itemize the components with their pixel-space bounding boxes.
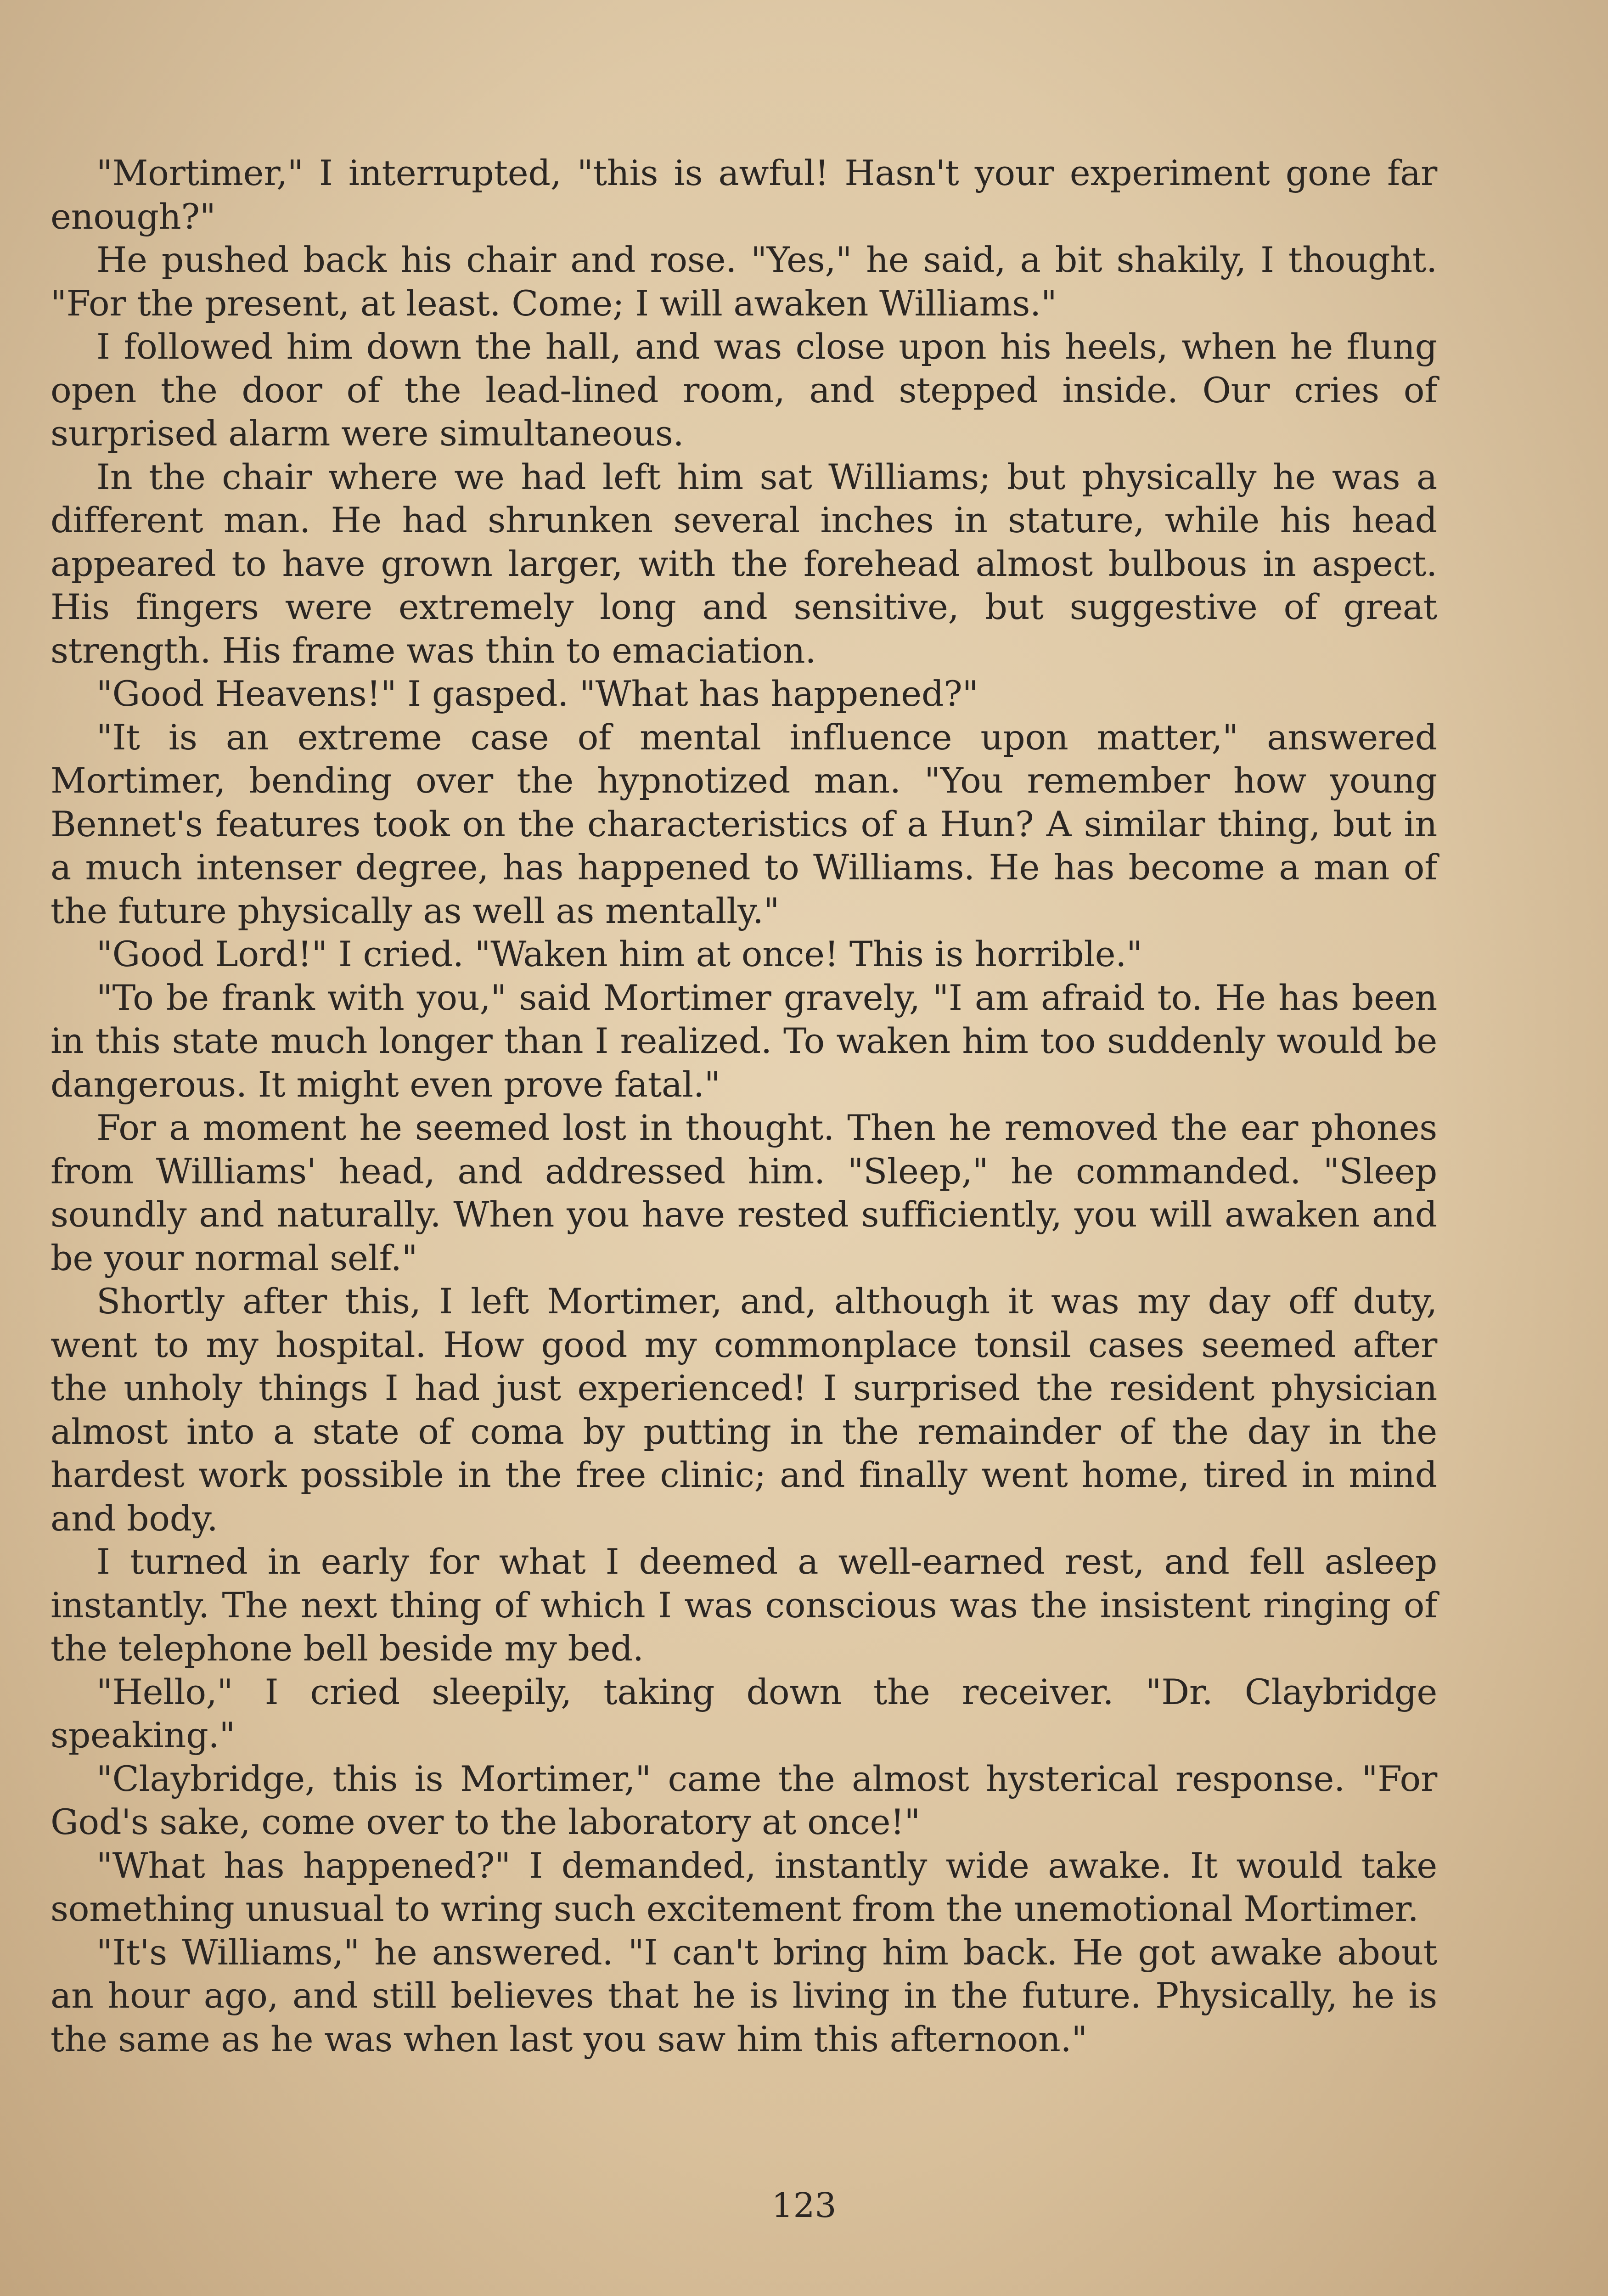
paragraph: "Mortimer," I interrupted, "this is awful! Hasn't your experiment gone far enough?" [51, 152, 1437, 237]
paragraph: In the chair where we had left him sat Williams; but physically he was a different man. He had shrunken several inches in stature, while his head appeared to have grown larger, with the forehead almost bulbous in aspect. His fingers were extremely long and sensitive, but suggestive of great strength. His frame was thin to emaciation. [51, 456, 1437, 671]
paragraph: "It's Williams," he answered. "I can't bring him back. He got awake about an hour ago, and still believes that he is living in the future. Physically, he is the same as he was when last you saw him this afternoon." [51, 1931, 1437, 2060]
paragraph: "Good Heavens!" I gasped. "What has happened?" [96, 673, 978, 714]
paragraph: "What has happened?" I demanded, instantly wide awake. It would take something unusual to wring such excitement from the unemotional Mortimer. [51, 1845, 1437, 1929]
paragraph: "Hello," I cried sleepily, taking down the receiver. "Dr. Claybridge speaking." [51, 1671, 1437, 1756]
paragraph: Shortly after this, I left Mortimer, and, although it was my day off duty, went to my hospital. How good my commonplace tonsil cases seemed after the unholy things I had just experienced! I surprised the resident physician almost into a state of coma by putting in the remainder of the day in the hardest work possible in the free clinic; and finally went home, tired in mind and body. [51, 1281, 1437, 1539]
paragraph: For a moment he seemed lost in thought. Then he removed the ear phones from Williams' head, and addressed him. "Sleep," he commanded. "Sleep soundly and naturally. When you have rested sufficiently, you will awaken and be your normal self." [51, 1107, 1437, 1278]
page-number: 123 [771, 2186, 837, 2225]
paragraph: I turned in early for what I deemed a well-earned rest, and fell asleep instantly. The next thing of which I was conscious was the insistent ringing of the telephone bell beside my bed. [51, 1541, 1437, 1669]
paragraph: "To be frank with you," said Mortimer gravely, "I am afraid to. He has been in this state much longer than I realized. To waken him too suddenly would be dangerous. It might even prove fatal." [51, 977, 1437, 1105]
paragraph: "Good Lord!" I cried. "Waken him at once! This is horrible." [96, 934, 1142, 974]
paragraph: "Claybridge, this is Mortimer," came the almost hysterical response. "For God's sake, come over to the laboratory at once!" [51, 1758, 1437, 1842]
paragraph: He pushed back his chair and rose. "Yes," he said, a bit shakily, I thought. "For the present, at least. Come; I will awaken Williams." [51, 239, 1437, 324]
paragraph: "It is an extreme case of mental influence upon matter," answered Mortimer, bending over the hypnotized man. "You remember how young Bennet's features took on the characteristics of a Hun? A similar thing, but in a much intenser degree, has happened to Williams. He has become a man of the future physically as well as mentally." [51, 716, 1437, 931]
paragraph: I followed him down the hall, and was close upon his heels, when he flung open the door of the lead-lined room, and stepped inside. Our cries of surprised alarm were simultaneous. [51, 326, 1437, 454]
body-text [51, 152, 1437, 2061]
